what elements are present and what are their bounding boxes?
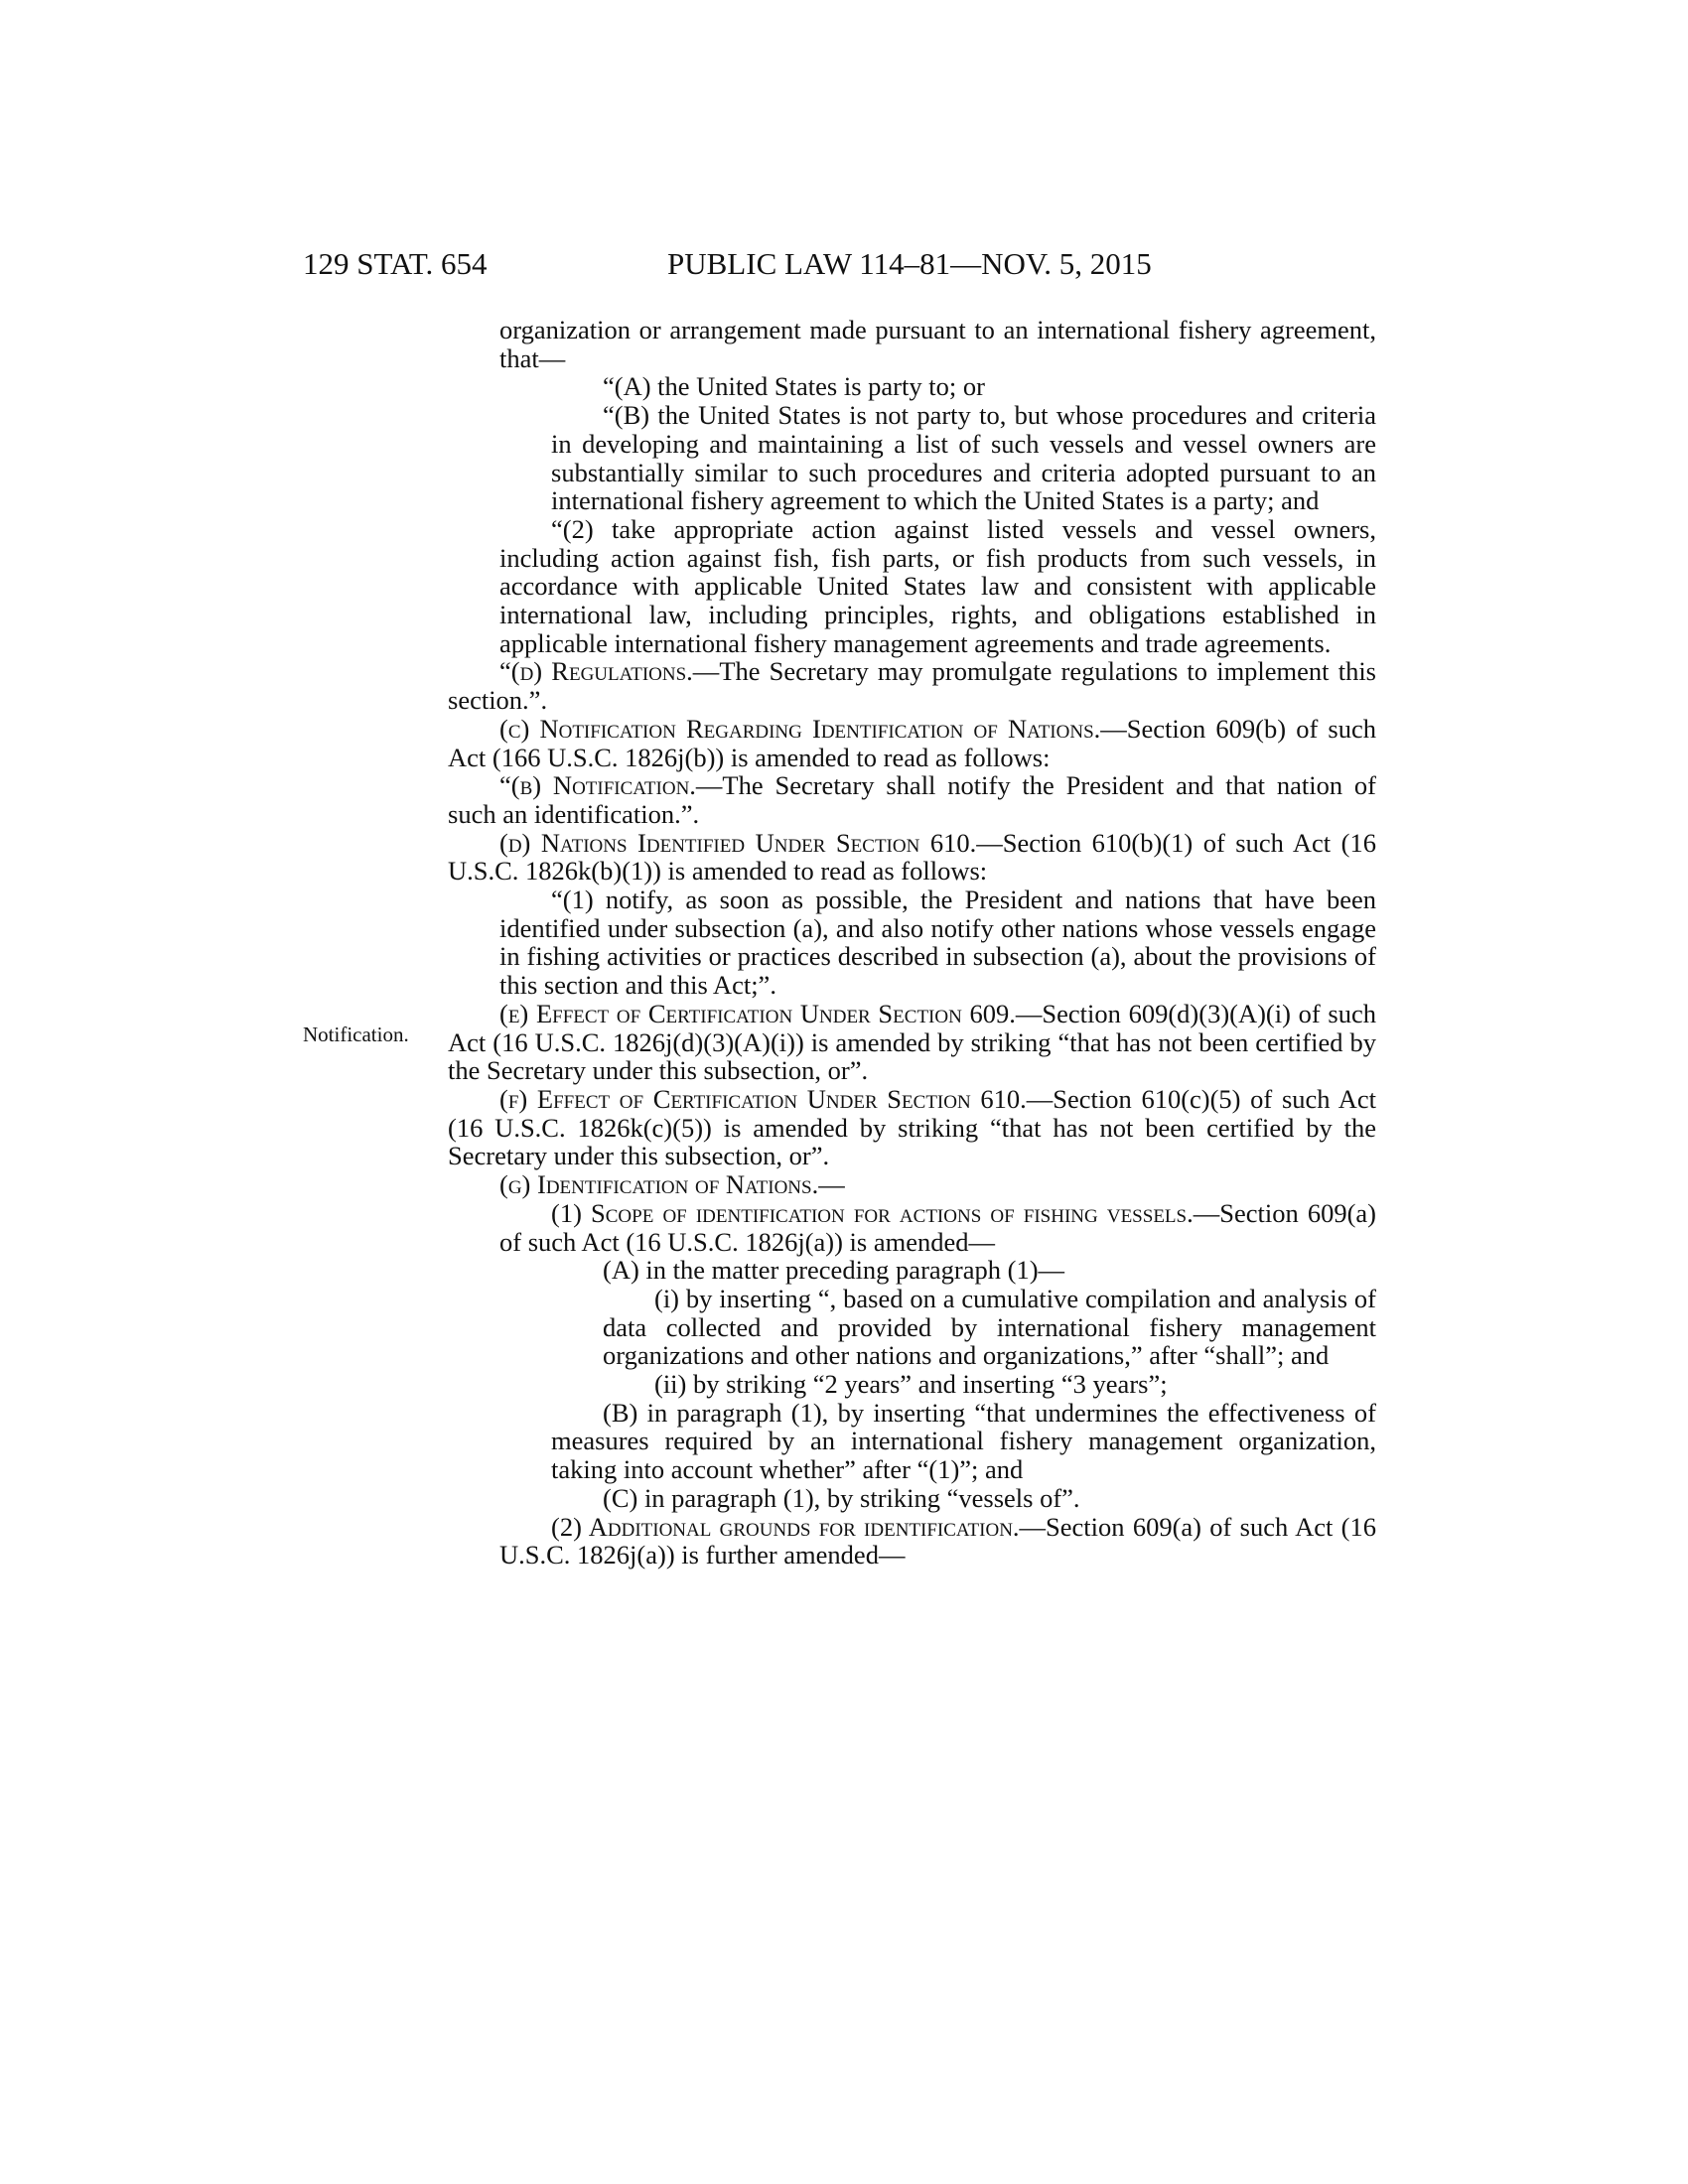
page-stat-citation: 129 STAT. 654: [303, 246, 488, 281]
paragraph: (B) in paragraph (1), by inserting “that undermines the effectiveness of measures required by an international fishery management organization, taking into account whether” after “(1)”; and: [551, 1397, 1376, 1485]
paragraph: (g) Identification of Nations.—: [499, 1169, 845, 1200]
paragraph: (A) in the matter preceding paragraph (1)—: [603, 1255, 1065, 1286]
paragraph: “(A) the United States is party to; or: [603, 371, 985, 402]
paragraph: (i) by inserting “, based on a cumulative compilation and analysis of data collected and provided by international fishery management organizations and other nations and organizations,” after “shall”; and: [603, 1283, 1376, 1371]
paragraph: (2) Additional grounds for identification.—Section 609(a) of such Act (16 U.S.C. 1826j(a)) is further amended—: [499, 1511, 1376, 1570]
paragraph: “(B) the United States is not party to, but whose procedures and criteria in developing and maintaining a list of such vessels and vessel owners are substantially similar to such procedures and criteria adopted pursuant to an international fishery agreement to which the United States is a party; and: [551, 400, 1376, 516]
paragraph: “(d) Regulations.—The Secretary may promulgate regulations to implement this section.”.: [448, 656, 1376, 716]
paragraph: “(b) Notification.—The Secretary shall notify the President and that nation of such an identification.”.: [448, 770, 1376, 829]
paragraph: (1) Scope of identification for actions of fishing vessels.—Section 609(a) of such Act (16 U.S.C. 1826j(a)) is amended—: [499, 1197, 1376, 1257]
paragraph: (f) Effect of Certification Under Section 610.—Section 610(c)(5) of such Act (16 U.S.C. 1826k(c)(5)) is amended by striking “that has not been certified by the Secretary under this subsection, or”.: [448, 1083, 1377, 1171]
paragraph: “(2) take appropriate action against listed vessels and vessel owners, including action against fish, fish parts, or fish products from such vessels, in accordance with applicable United States law and consistent with applicable international law, including principles, rights, and obligations established in applicable international fishery management agreements and trade agreements.: [499, 513, 1376, 658]
paragraph: (C) in paragraph (1), by striking “vessels of”.: [603, 1482, 1080, 1513]
document-body: [448, 315, 1377, 1570]
paragraph: “(1) notify, as soon as possible, the President and nations that have been identified under subsection (a), and also notify other nations whose vessels engage in fishing activities or practices described in subsection (a), about the provisions of this section and this Act;”.: [499, 885, 1376, 1001]
paragraph: (d) Nations Identified Under Section 610.—Section 610(b)(1) of such Act (16 U.S.C. 1826k(b)(1)) is amended to read as follows:: [448, 827, 1376, 887]
paragraph: (e) Effect of Certification Under Section 609.—Section 609(d)(3)(A)(i) of such Act (16 U.S.C. 1826j(d)(3)(A)(i)) is amended by striking “that has not been certified by the Secretary under this subsection, or”.: [448, 998, 1376, 1086]
running-header-title: PUBLIC LAW 114–81—NOV. 5, 2015: [667, 246, 1152, 281]
paragraph: organization or arrangement made pursuant to an international fishery agreement, that—: [499, 315, 1376, 373]
paragraph: (c) Notification Regarding Identification of Nations.—Section 609(b) of such Act (166 U.S.C. 1826j(b)) is amended to read as follows:: [448, 713, 1376, 772]
paragraph: (ii) by striking “2 years” and inserting “3 years”;: [654, 1369, 1168, 1400]
margin-note: Notification.: [303, 1023, 409, 1046]
